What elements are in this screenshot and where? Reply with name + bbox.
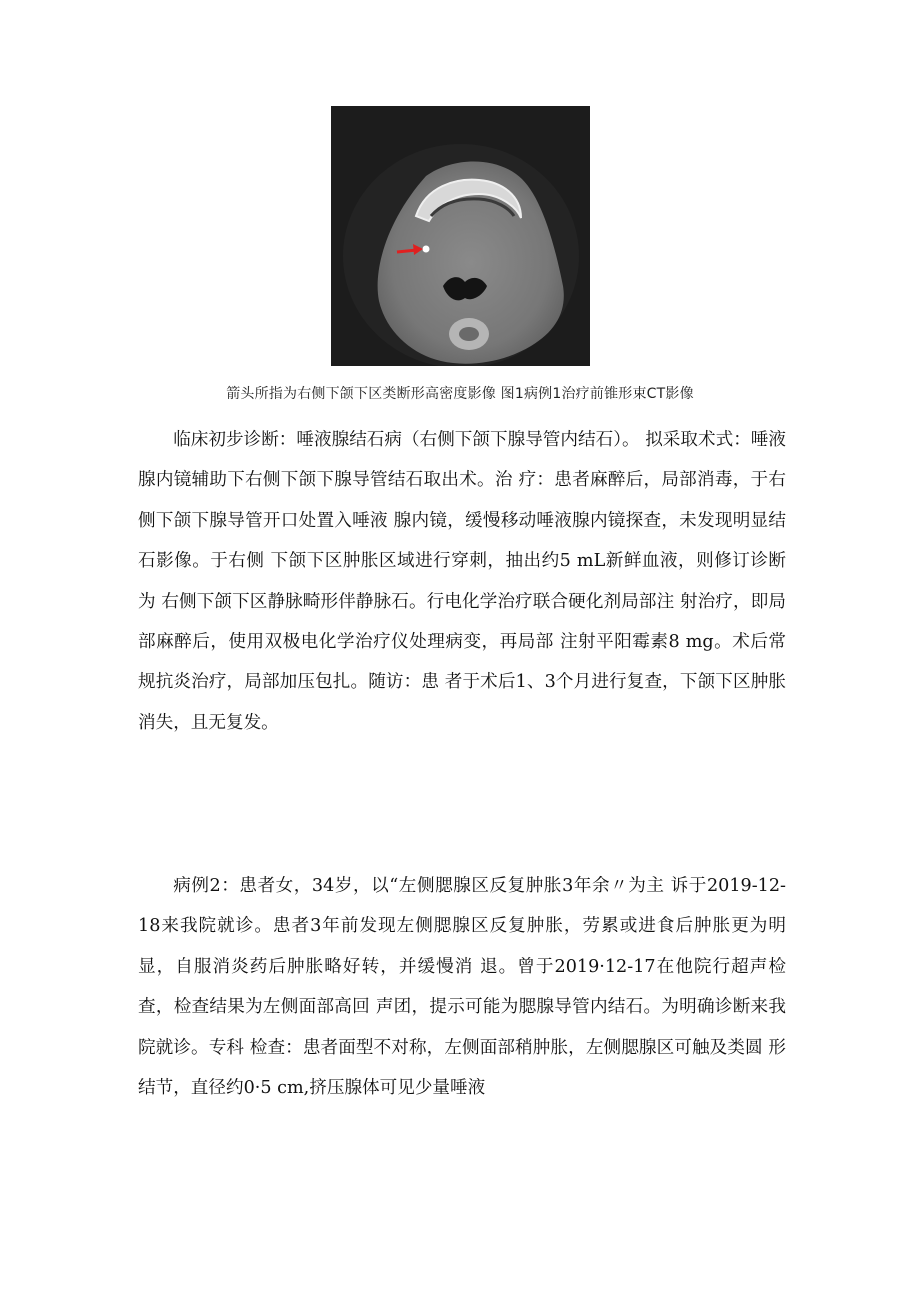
figure-caption: 箭头所指为右侧下颌下区类断形高密度影像 图1病例1治疗前锥形束CT影像: [226, 386, 694, 402]
ct-scan-graphic: [331, 106, 590, 366]
paragraph-case1-diagnosis: 临床初步诊断：唾液腺结石病（右侧下颌下腺导管内结石）。 拟采取术式：唾液腺内镜辅助下右侧下颌下腺导管结石取出术。治 疗：患者麻醉后，局部消毒，于右侧下颌下腺导管开口处置入唾液 腺内镜，缓慢移动唾液腺内镜探查，未发现明显结石影像。于右侧 下颌下区肿胀区域进行穿刺，抽出约5 mL新鲜血液，则修订诊断为 右侧下颌下区静脉畸形伴静脉石。行电化学治疗联合硬化剂局部注 射治疗，即局部麻醉后，使用双极电化学治疗仪处理病变，再局部 注射平阳霉素8 mg。术后常规抗炎治疗，局部加压包扎。随访：患 者于术后1、3个月进行复查，下颌下区肿胀消失，且无复发。: [138, 430, 786, 733]
paragraph-case2: 病例2：患者女，34岁，以“左侧腮腺区反复肿胀3年余〃为主 诉于2019-12-18来我院就诊。患者3年前发现左侧腮腺区反复肿胀，劳累或进食后肿胀更为明显，自服消炎药后肿胀略好转，并缓慢消 退。曾于2019·12-17在他院行超声检查，检查结果为左侧面部高回 声团，提示可能为腮腺导管内结石。为明确诊断来我院就诊。专科 检查：患者面型不对称，左侧面部稍肿胀，左侧腮腺区可触及类圆 形结节，直径约0·5 cm,挤压腺体可见少量唾液: [138, 876, 786, 1099]
high-density-spot: [423, 246, 430, 253]
ct-scan-image: [331, 106, 590, 366]
